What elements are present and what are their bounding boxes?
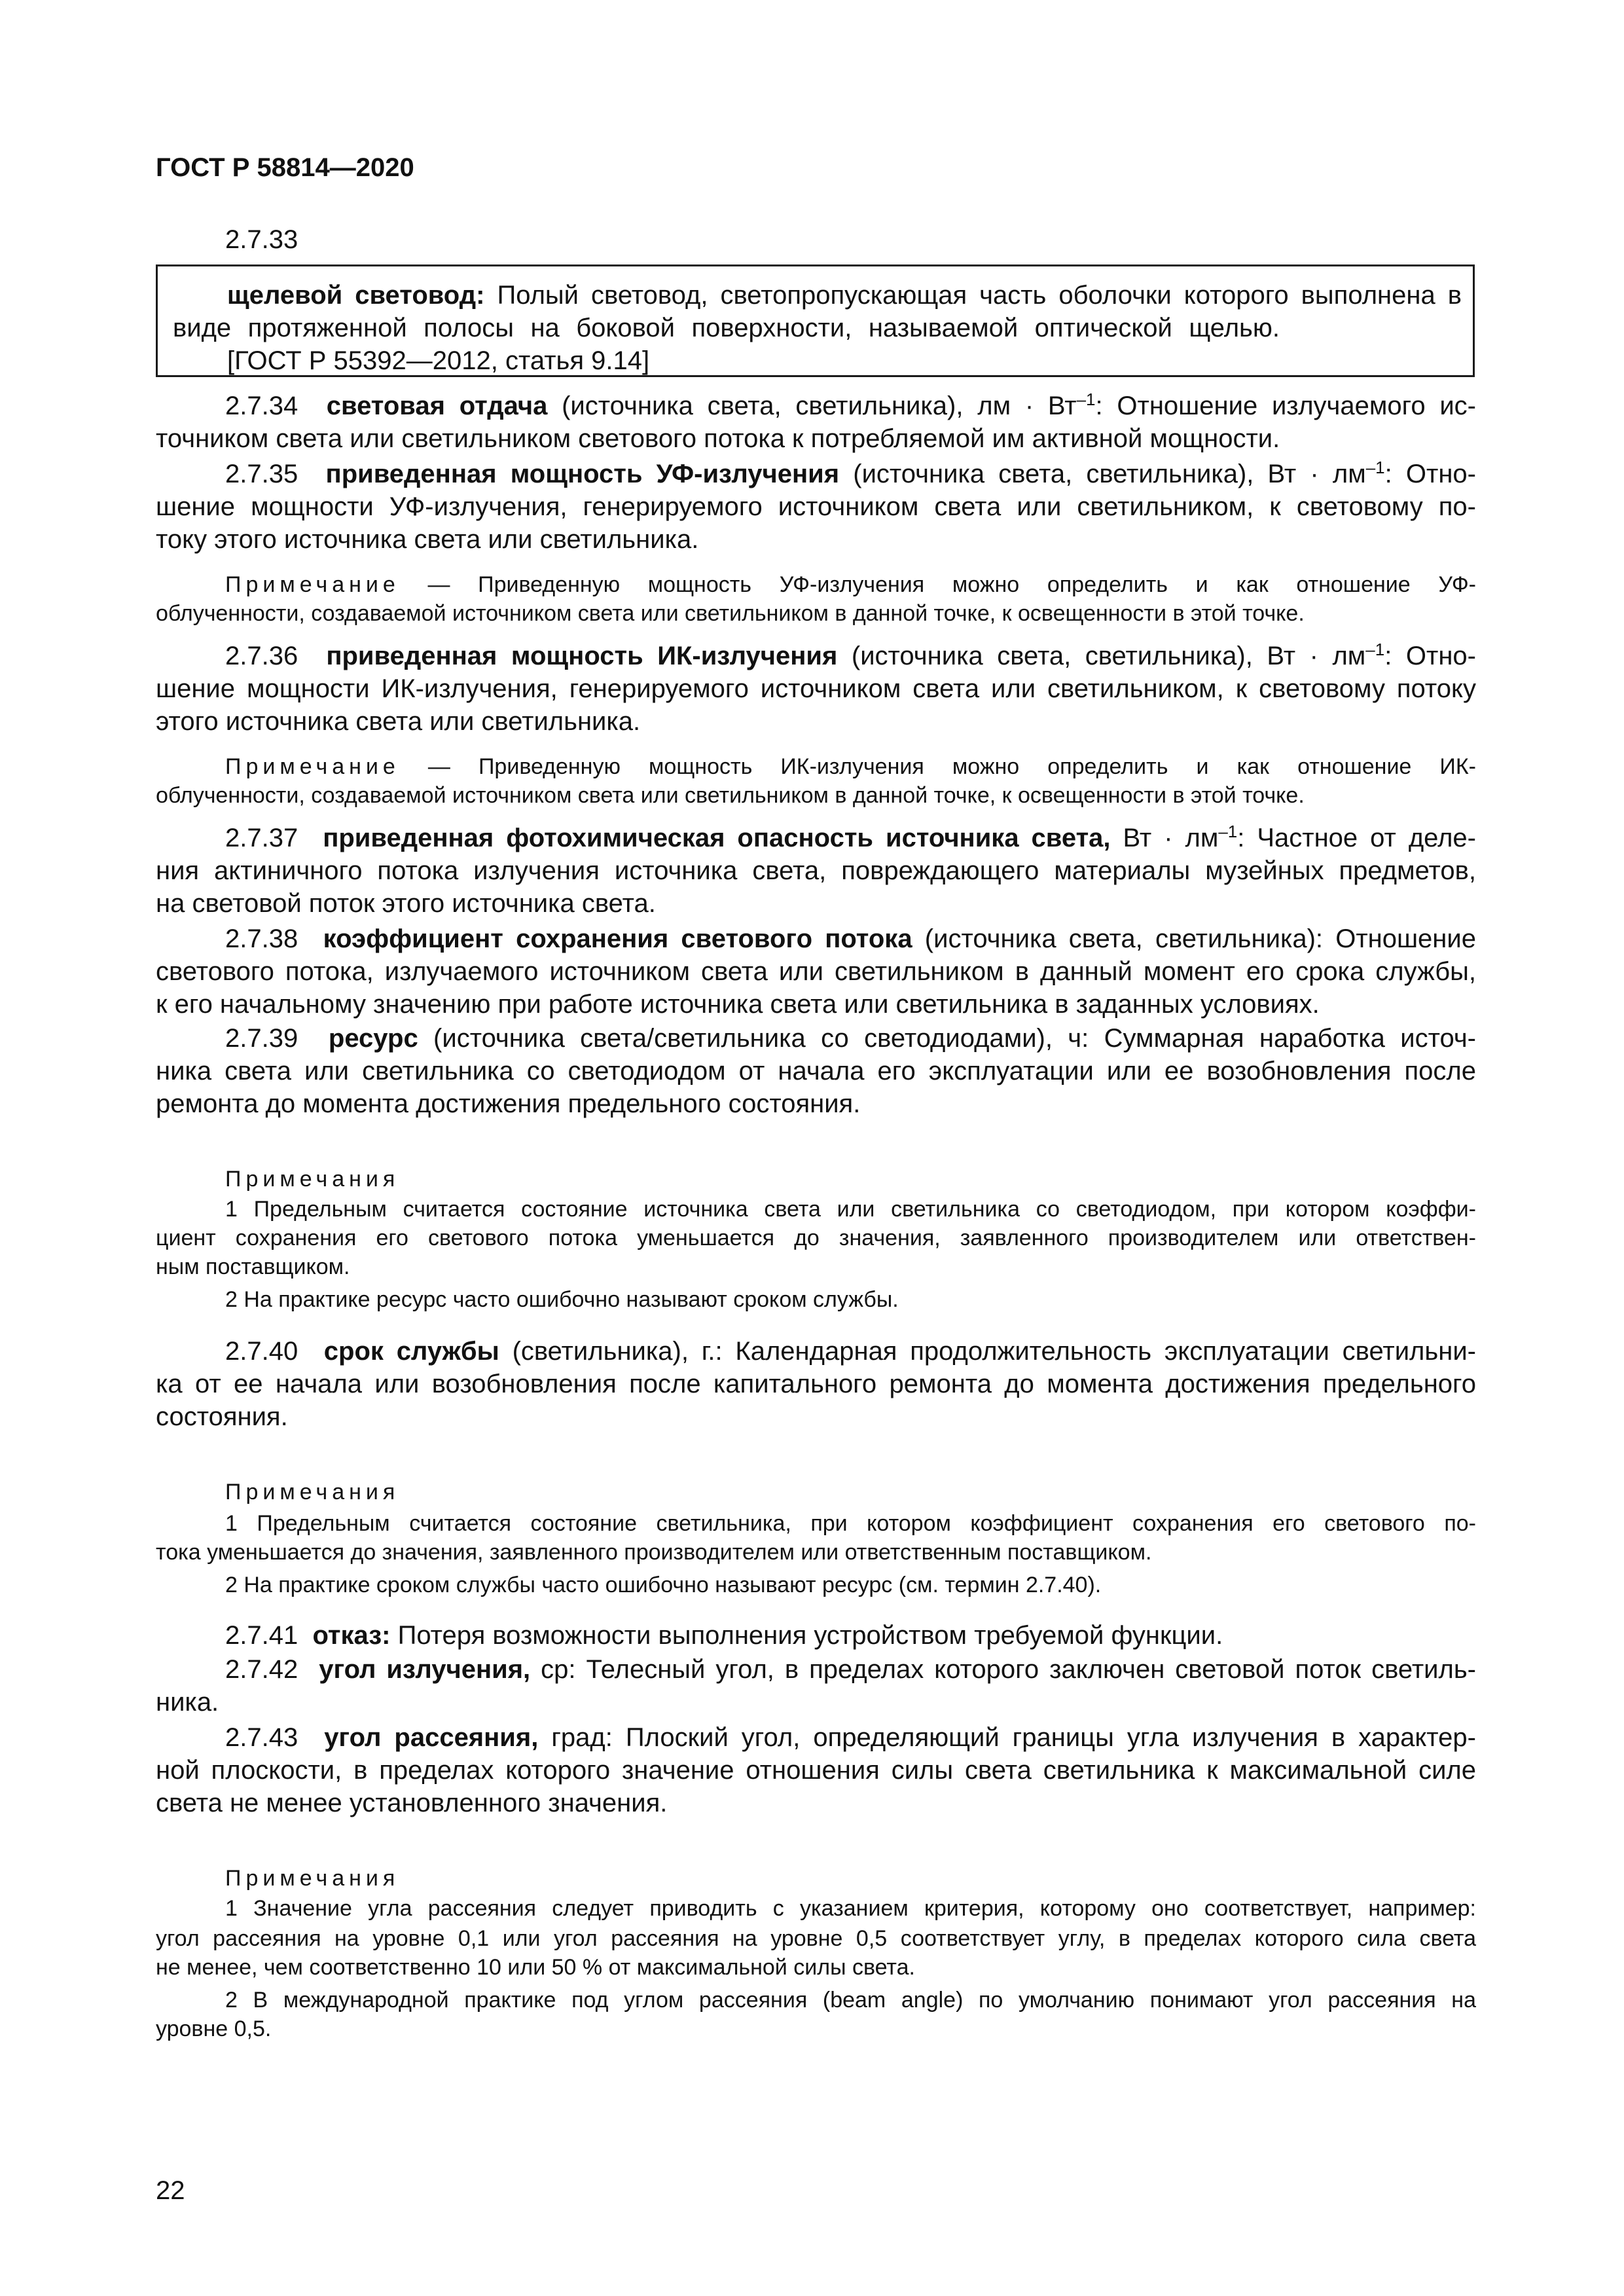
definition-line: света не менее установленного значения. (156, 1789, 668, 1817)
definition-line: к его начальному значению при работе источника света или светильника в заданных условиях. (156, 990, 1320, 1019)
term-first-line (225, 390, 1476, 422)
term-first-line (225, 640, 1476, 672)
term-qualifier: град: Плоский угол, определяющий границы угла излучения в характер- (551, 1723, 1476, 1752)
term-definition-start: : Отношение излучаемого ис- (1095, 392, 1476, 420)
term-first-line (225, 822, 1476, 854)
term-name: световая отдача (326, 392, 548, 420)
note-item-first-line: 2 В международной практике под углом рассеяния (beam angle) по умолчанию понимают угол рассеяния на (225, 1988, 1476, 2013)
note-item-first-line: 2 На практике ресурс часто ошибочно называют сроком службы. (225, 1287, 899, 1312)
term-first-line (225, 1023, 1476, 1054)
term-qualifier: (источника света/светильника со светодиодами), ч: Суммарная наработка источ- (433, 1024, 1476, 1053)
definition-line: светового потока, излучаемого источником света или светильником в данный момент его срока службы, (156, 957, 1476, 986)
term-number: 2.7.41 (225, 1621, 298, 1650)
definition-line: этого источника света или светильника. (156, 707, 641, 736)
note-item-line: тока уменьшается до значения, заявленного производителем или ответственным поставщиком. (156, 1540, 1152, 1565)
notes-heading: Примечания (225, 1866, 400, 1891)
note-item-first-line: 1 Предельным считается состояние светильника, при котором коэффициент сохранения его светового по- (225, 1511, 1476, 1536)
term-definition-start: : Отно- (1384, 460, 1476, 488)
term-name: приведенная мощность УФ-излучения (325, 460, 840, 488)
term-qualifier: (источника света, светильника), лм · Вт (562, 392, 1077, 420)
definition-line: точником света или светильником светового потока к потребляемой им активной мощности. (156, 424, 1280, 453)
term-qualifier: ср: Телесный угол, в пределах которого заключен световой поток светиль- (541, 1655, 1476, 1684)
note-item-line: не менее, чем соответственно 10 или 50 % от максимальной силы света. (156, 1955, 915, 1980)
term-qualifier: (светильника), г.: Календарная продолжительность эксплуатации светильни- (512, 1337, 1476, 1366)
term-number: 2.7.36 (225, 642, 298, 670)
note-item-line: циент сохранения его светового потока уменьшается до значения, заявленного производителем или ответствен- (156, 1226, 1476, 1250)
term-number-2-7-33: 2.7.33 (225, 225, 298, 254)
unit-exponent: –1 (1218, 822, 1238, 841)
term-number: 2.7.42 (225, 1655, 298, 1684)
term-number: 2.7.34 (225, 392, 298, 420)
definition-line: ремонта до момента достижения предельного состояния. (156, 1089, 861, 1118)
page-number: 22 (156, 2176, 185, 2205)
notes-heading: Примечания (225, 1480, 400, 1504)
term-first-line (225, 1654, 1476, 1685)
definition-line: шение мощности ИК-излучения, генерируемого источником света или светильником, к световому потоку (156, 674, 1476, 703)
note-first-line (225, 571, 1476, 598)
note-text: — Приведенную мощность УФ-излучения можно определить и как отношение УФ- (427, 572, 1476, 597)
notes-heading: Примечания (225, 1167, 400, 1192)
source-reference: [ГОСТ Р 55392—2012, статья 9.14] (227, 346, 650, 375)
term-first-line (225, 1336, 1476, 1367)
term-qualifier: (источника света, светильника), Вт · лм (853, 460, 1366, 488)
term-qualifier: (источника света, светильника): Отношение (924, 924, 1476, 953)
unit-exponent: –1 (1365, 640, 1385, 659)
box-line: виде протяженной полосы на боковой поверхности, называемой оптической щелью. (173, 314, 1280, 342)
term-definition-start: : Отно- (1384, 642, 1476, 670)
note-item-first-line: 1 Значение угла рассеяния следует приводить с указанием критерия, которому оно соответствует, например: (225, 1896, 1476, 1921)
unit-exponent: –1 (1076, 390, 1096, 409)
definition-line: ка от ее начала или возобновления после капитального ремонта до момента достижения предельного (156, 1370, 1476, 1398)
term-name: коэффициент сохранения светового потока (323, 924, 912, 953)
note-item-line: угол рассеяния на уровне 0,1 или угол рассеяния на уровне 0,5 соответствует углу, в пределах которого сила света (156, 1926, 1476, 1951)
term-first-line (225, 923, 1476, 955)
note-item-line: ным поставщиком. (156, 1254, 350, 1279)
note-item-line: уровне 0,5. (156, 2016, 272, 2041)
term-name: срок службы (323, 1337, 499, 1366)
term-number: 2.7.39 (225, 1024, 298, 1053)
definition-line: ной плоскости, в пределах которого значение отношения силы света светильника к максимальной силе (156, 1756, 1476, 1785)
term-number: 2.7.35 (225, 460, 298, 488)
definition-line: ника света или светильника со светодиодом от начала его эксплуатации или ее возобновления после (156, 1057, 1476, 1085)
document-code-header: ГОСТ Р 58814—2020 (156, 153, 414, 182)
definition-line: шение мощности УФ-излучения, генерируемого источником света или светильником, к световому по- (156, 492, 1476, 521)
definition-line: ника. (156, 1688, 219, 1717)
definition-text: Полый световод, светопропускающая часть оболочки которого выполнена в (497, 281, 1462, 310)
term-qualifier: (источника света, светильника), Вт · лм (851, 642, 1366, 670)
term-number: 2.7.40 (225, 1337, 298, 1366)
term-number: 2.7.43 (225, 1723, 298, 1752)
note-item-first-line: 1 Предельным считается состояние источника света или светильника со светодиодом, при котором коэффи- (225, 1197, 1476, 1222)
term-name: приведенная фотохимическая опасность источника света, (323, 824, 1111, 852)
term-number: 2.7.37 (225, 824, 298, 852)
term-qualifier: Потеря возможности выполнения устройством требуемой функции. (397, 1621, 1223, 1650)
term-name: приведенная мощность ИК-излучения (326, 642, 838, 670)
note-label: Примечание (225, 754, 400, 779)
term-first-line (225, 1620, 1476, 1651)
term-qualifier: Вт · лм (1123, 824, 1219, 852)
term-name: угол рассеяния, (324, 1723, 539, 1752)
term-name: ресурс (328, 1024, 418, 1053)
term-definition-start: : Частное от деле- (1237, 824, 1476, 852)
definition-line: току этого источника света или светильника. (156, 525, 699, 554)
note-first-line (225, 753, 1476, 780)
note-text: — Приведенную мощность ИК-излучения можно определить и как отношение ИК- (427, 754, 1476, 779)
note-line: облученности, создаваемой источником света или светильником в данной точке, к освещенности в этой точке. (156, 783, 1305, 808)
term-first-line (225, 1722, 1476, 1753)
definition-line: ния актиничного потока излучения источника света, повреждающего материалы музейных предметов, (156, 856, 1476, 885)
term-first-line (225, 458, 1476, 490)
term-number: 2.7.38 (225, 924, 298, 953)
term-name: угол излучения, (319, 1655, 531, 1684)
note-line: облученности, создаваемой источником света или светильником в данной точке, к освещенности в этой точке. (156, 601, 1305, 626)
note-label: Примечание (225, 572, 400, 597)
unit-exponent: –1 (1365, 458, 1385, 477)
term-name: щелевой световод: (227, 281, 485, 310)
definition-line: на световой поток этого источника света. (156, 889, 656, 918)
note-item-first-line: 2 На практике сроком службы часто ошибочно называют ресурс (см. термин 2.7.40). (225, 1573, 1102, 1597)
definition-line: состояния. (156, 1402, 288, 1431)
terms-column (156, 0, 1476, 2296)
term-name: отказ: (312, 1621, 391, 1650)
